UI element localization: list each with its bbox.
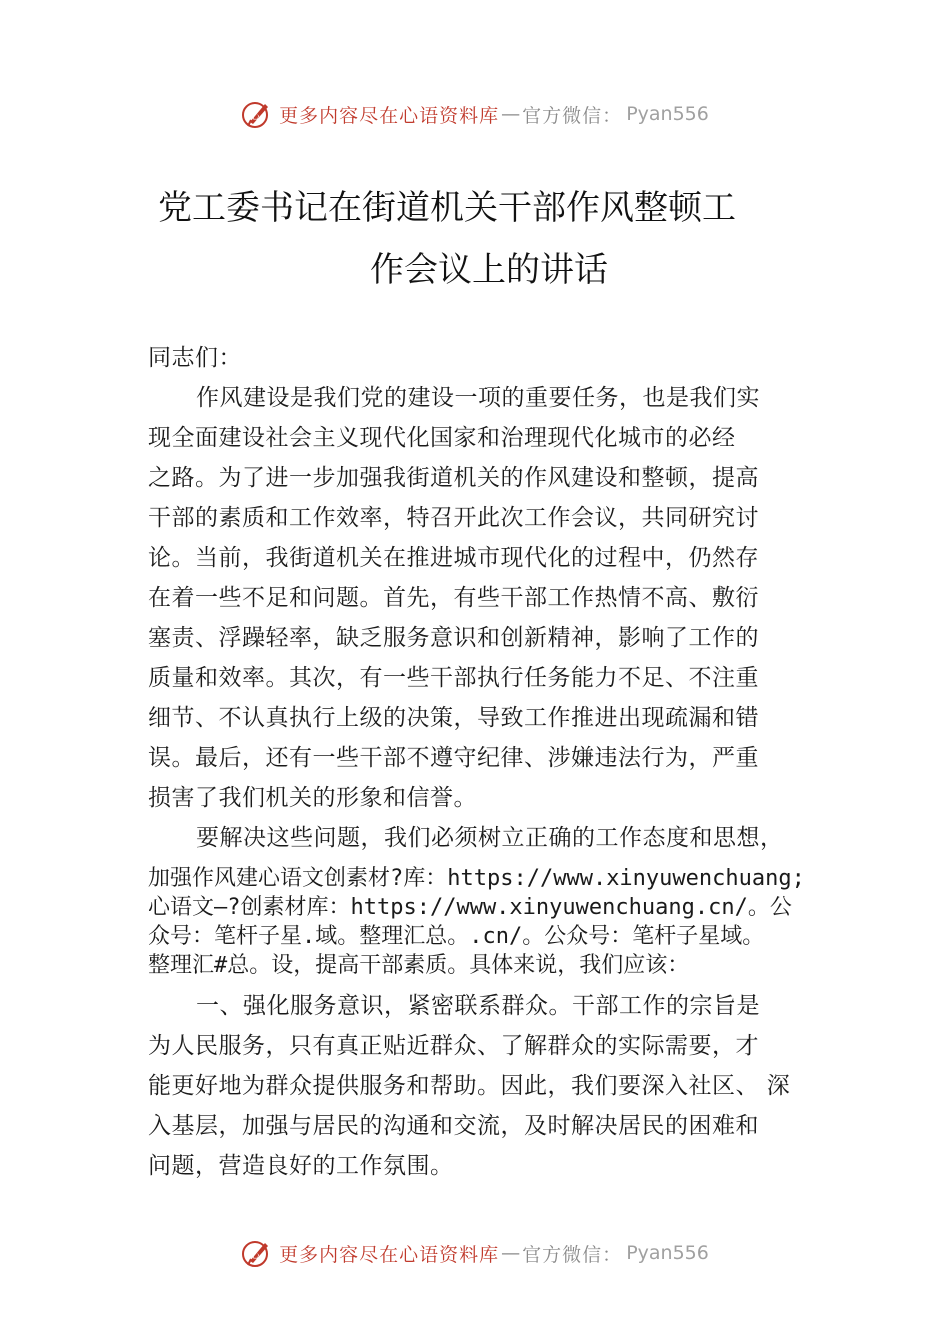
paragraph-line: 入基层，加强与居民的沟通和交流，及时解决居民的困难和 [148,1113,759,1139]
paragraph-line: 问题，营造良好的工作氛围。 [148,1153,454,1179]
paragraph-line: 作风建设是我们党的建设一项的重要任务，也是我们实 [196,385,760,411]
paragraph-line: 能更好地为群众提供服务和帮助。因此，我们要深入社区、 深 [148,1073,791,1099]
paragraph-line: 一、强化服务意识，紧密联系群众。干部工作的宗旨是 [196,993,760,1019]
footer-banner [0,1233,950,1273]
banner-separator: — [501,103,521,125]
paragraph-2 [148,818,810,980]
banner-wechat-id: Pyan556 [626,1242,709,1264]
banner-wechat-id: Pyan556 [626,103,709,125]
paragraph-line: 在着一些不足和问题。首先，有些干部工作热情不高、敷衍 [148,585,759,611]
document-title-line2: 作会议上的讲话 [370,250,608,290]
salutation: 同志们： [148,345,242,371]
header-banner [0,94,950,134]
paragraph-1 [148,378,810,818]
paragraph-line: 干部的素质和工作效率，特召开此次工作会议，共同研究讨 [148,505,759,531]
paragraph-line: 损害了我们机关的形象和信誉。 [148,785,477,811]
paragraph-line: 为人民服务，只有真正贴近群众、了解群众的实际需要，才 [148,1033,759,1059]
paragraph-line: 之路。为了进一步加强我街道机关的作风建设和整顿，提高 [148,465,759,491]
watermark-mixed-line: 加强作风建心语文创素材?库：https://www.xinyuwenchuang; [148,866,805,891]
banner-brand-text: 更多内容尽在心语资料库 [279,104,500,127]
paragraph-line: 误。最后，还有一些干部不遵守纪律、涉嫌违法行为，严重 [148,745,759,771]
paragraph-line: 要解决这些问题，我们必须树立正确的工作态度和思想， [196,825,784,851]
paragraph-line: 现全面建设社会主义现代化国家和治理现代化城市的必经 [148,425,736,451]
document-body [148,338,810,1186]
paragraph-line: 质量和效率。其次，有一些干部执行任务能力不足、不注重 [148,665,759,691]
watermark-mixed-line: 心语文—?创素材库：https://www.xinyuwenchuang.cn/。公 [148,895,792,920]
banner-brand-text: 更多内容尽在心语资料库 [279,1243,500,1266]
paragraph-line: 细节、不认真执行上级的决策，导致工作推进出现疏漏和错 [148,705,759,731]
paragraph-line: 塞责、浮躁轻率，缺乏服务意识和创新精神，影响了工作的 [148,625,759,651]
svg-text:心: 心 [250,1251,260,1261]
paragraph-line: 论。当前，我街道机关在推进城市现代化的过程中，仍然存 [148,545,759,571]
quill-pen-logo-icon [241,98,273,130]
svg-text:心: 心 [250,112,260,122]
watermark-mixed-line: 整理汇#总。设，提高干部素质。具体来说，我们应该： [148,953,690,978]
watermark-mixed-line: 众号：笔杆子星.域。整理汇总。.cn/。公众号：笔杆子星域。 [148,924,765,949]
banner-wechat-label: 官方微信： [522,104,623,127]
banner-wechat-label: 官方微信： [522,1243,623,1266]
quill-pen-logo-icon [241,1237,273,1269]
banner-separator: — [501,1242,521,1264]
document-title-line1: 党工委书记在街道机关干部作风整顿工 [158,188,736,228]
paragraph-3 [148,986,810,1186]
